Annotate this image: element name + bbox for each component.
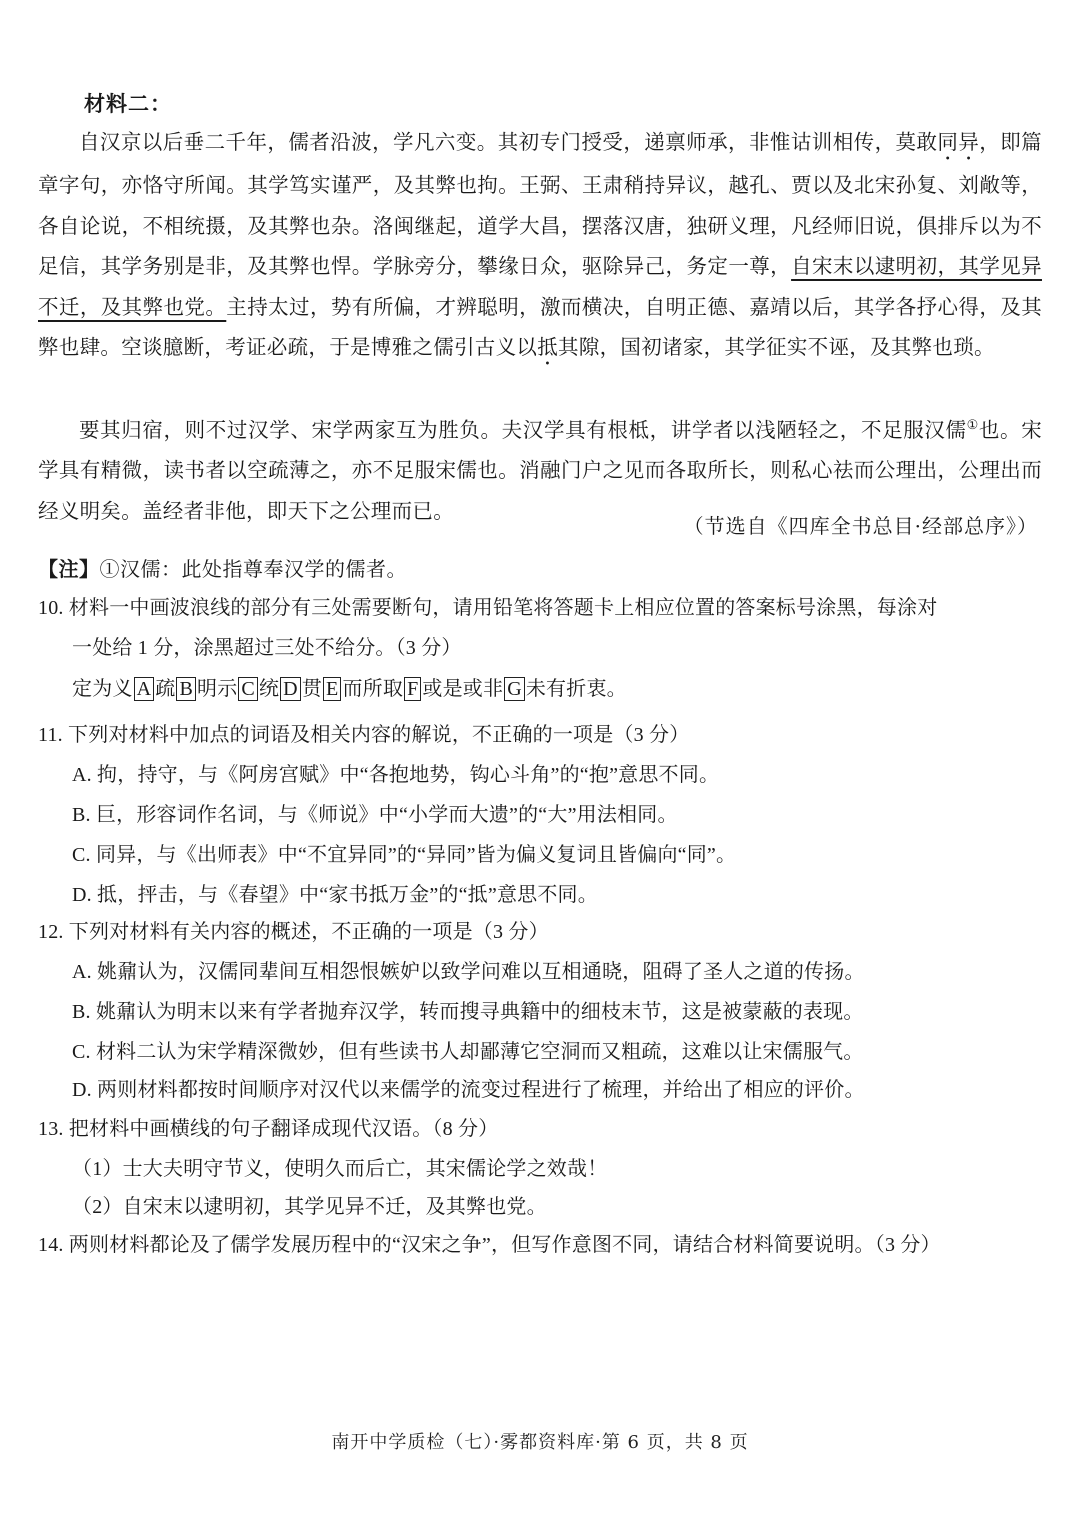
answer-box-d[interactable]: D bbox=[280, 677, 301, 701]
q12-option-b: B. 姚鼐认为明末以来有学者抛弃汉学，转而搜寻典籍中的细枝末节，这是被蒙蔽的表现。 bbox=[72, 1001, 864, 1023]
source-citation: （节选自《四库全书总目·经部总序》） bbox=[683, 514, 1038, 538]
underlined-sentence: 自宋末以逮明初，其学见异不迁，及其弊也党。 bbox=[38, 254, 1042, 319]
question-10 bbox=[38, 588, 1048, 668]
q10-sentence: 定为义 A 疏 B 明示 C 统 D 贯 E 而所取 F 或是或非 G 未有折衷。 bbox=[72, 678, 627, 700]
material-paragraph-1: 自汉京以后垂二千年，儒者沿波，学凡六变。其初专门授受，递禀师承，非惟诂训相传，莫敢同异，即篇章字句，亦恪守所闻。其学笃实谨严，及其弊也拘。王弼、王肃稍持异议，越孔、贾以及北宋孙复、刘敞等，各自论说，不相统摄，及其弊也杂。洛闽继起，道学大昌，摆落汉唐，独研义理，凡经师旧说，俱排斥以为不足信，其学务别是非，及其弊也悍。学脉旁分，攀缘日众，驱除异己，务定一尊，自宋末以逮明初，其学见异不迁，及其弊也党。主持太过，势有所偏，才辨聪明，激而横决，自明正德、嘉靖以后，其学各抒心得，及其弊也肆。空谈臆断，考证必疏，于是博雅之儒引古义以抵其隙，国初诸家，其学征实不诬，及其弊也琐。 bbox=[38, 130, 1043, 359]
q11-option-a: A. 拘，持守，与《阿房宫赋》中“各抱地势，钩心斗角”的“抱”意思不同。 bbox=[72, 764, 720, 786]
q12-option-a: A. 姚鼐认为，汉儒同辈间互相怨恨嫉妒以致学问难以互相通晓，阻碍了圣人之道的传扬。 bbox=[72, 961, 865, 983]
q12-option-d: D. 两则材料都按时间顺序对汉代以来儒学的流变过程进行了梳理，并给出了相应的评价。 bbox=[72, 1079, 865, 1101]
answer-box-a[interactable]: A bbox=[134, 677, 155, 701]
q11-option-b: B. 巨，形容词作名词，与《师说》中“小学而大遗”的“大”用法相同。 bbox=[72, 804, 678, 826]
material-paragraph-2: 要其归宿，则不过汉学、宋学两家互为胜负。夫汉学具有根柢，讲学者以浅陋轻之，不足服汉儒①也。宋学具有精微，读书者以空疏薄之，亦不足服宋儒也。消融门户之见而各取所长，则私心祛而公理出，公理出而经义明矣。盖经者非他，即天下之公理而已。 bbox=[38, 417, 1042, 523]
dotted-word-di: 抵 bbox=[537, 335, 559, 359]
q13-stem: 13. 把材料中画横线的句子翻译成现代汉语。（8 分） bbox=[38, 1118, 499, 1140]
dotted-word-tongyi: 同异 bbox=[937, 130, 980, 154]
q14-stem: 14. 两则材料都论及了儒学发展历程中的“汉宋之争”，但写作意图不同，请结合材料简要说明。（3 分） bbox=[38, 1234, 941, 1256]
answer-box-b[interactable]: B bbox=[176, 677, 196, 701]
q11-option-d: D. 抵，抨击，与《春望》中“家书抵万金”的“抵”意思不同。 bbox=[72, 884, 598, 906]
q10-stem-line2: 一处给 1 分，涂黑超过三处不给分。（3 分） bbox=[72, 637, 462, 659]
q13-sentence-2: （2）自宋末以逮明初，其学见异不迁，及其弊也党。 bbox=[72, 1196, 547, 1218]
page-footer: 南开中学质检（七）·雾都资料库·第 6 页，共 8 页 bbox=[331, 1432, 749, 1453]
answer-box-c[interactable]: C bbox=[238, 677, 258, 701]
answer-box-g[interactable]: G bbox=[504, 677, 525, 701]
footnote: 【注】①汉儒：此处指尊奉汉学的儒者。 bbox=[38, 557, 407, 581]
q11-option-c: C. 同异，与《出师表》中“不宜异同”的“异同”皆为偏义复词且皆偏向“同”。 bbox=[72, 844, 737, 866]
note-label: 【注】 bbox=[38, 557, 100, 581]
answer-box-f[interactable]: F bbox=[404, 677, 421, 701]
material-heading: 材料二： bbox=[84, 92, 172, 116]
q12-stem: 12. 下列对材料有关内容的概述，不正确的一项是（3 分） bbox=[38, 921, 549, 943]
footnote-marker: ① bbox=[966, 418, 979, 433]
q10-stem-line1: 10. 材料一中画波浪线的部分有三处需要断句，请用铅笔将答题卡上相应位置的答案标号涂黑，每涂对 bbox=[38, 597, 938, 619]
q11-stem: 11. 下列对材料中加点的词语及相关内容的解说，不正确的一项是（3 分） bbox=[38, 724, 690, 746]
answer-box-e[interactable]: E bbox=[323, 677, 341, 701]
q13-sentence-1: （1）士大夫明守节义，使明久而后亡，其宋儒论学之效哉！ bbox=[72, 1158, 608, 1180]
q12-option-c: C. 材料二认为宋学精深微妙，但有些读书人却鄙薄它空洞而又粗疏，这难以让宋儒服气。 bbox=[72, 1041, 864, 1063]
